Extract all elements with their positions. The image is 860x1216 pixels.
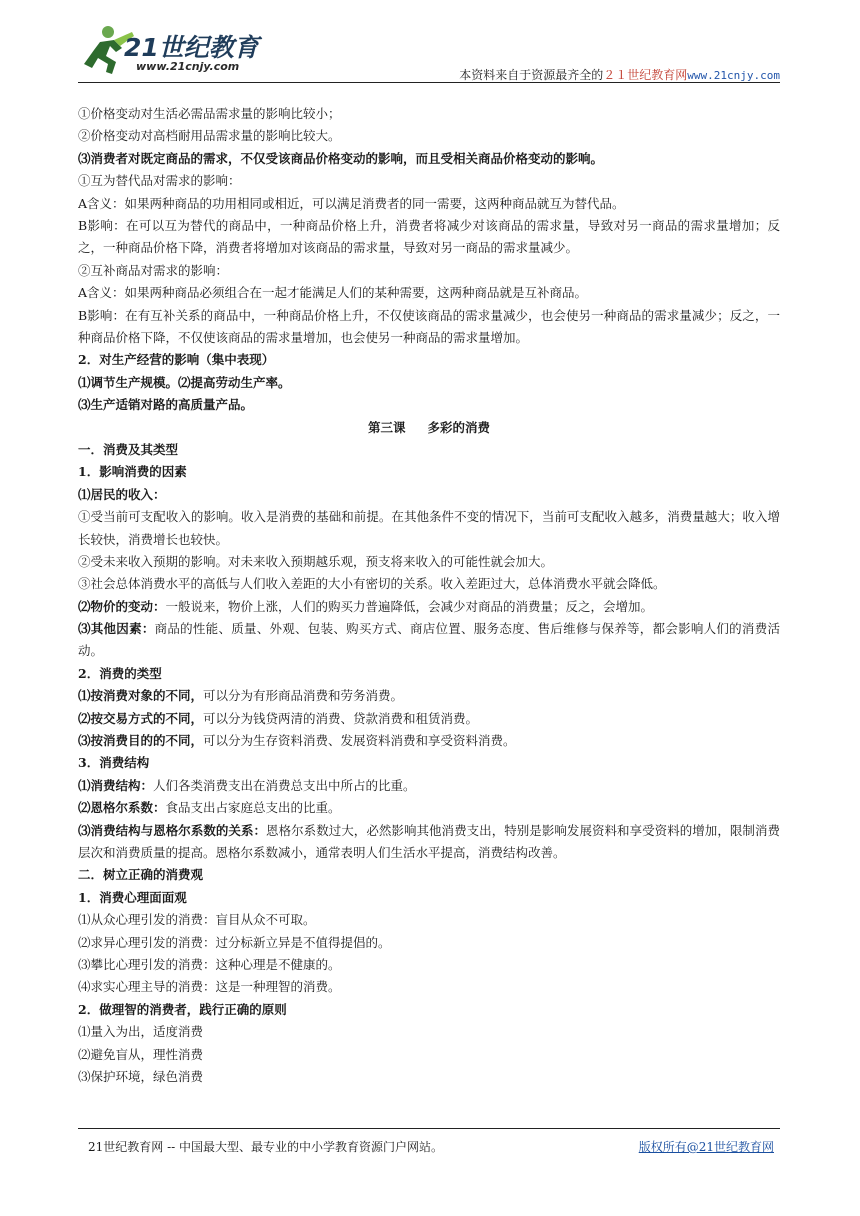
term-label: ⑵恩格尔系数：	[78, 800, 166, 816]
text-line: ⑴量入为出，适度消费	[78, 1024, 204, 1040]
term-text: 恩格尔系数过大，必然影响其他消费支出，特别是影响发展资料和享受资料的增加，限制消费层次和消费质量的提高。恩格尔系数减小，通常表明人们生活水平提高，消费结构改善。	[78, 822, 780, 861]
section-heading: 一．消费及其类型	[78, 441, 179, 457]
header-note-site: ２１世纪教育网	[603, 68, 688, 82]
term-text: 可以分为有形商品消费和劳务消费。	[203, 688, 404, 704]
section-heading: 1．影响消费的因素	[78, 464, 187, 480]
term-label: ⑴消费结构：	[78, 777, 154, 793]
text-line: ⑷求实心理主导的消费：这是一种理智的消费。	[78, 979, 341, 995]
header-note-url[interactable]: www.21cnjy.com	[687, 69, 780, 82]
text-line: A含义：如果两种商品必须组合在一起才能满足人们的某种需要，这两种商品就是互补商品。	[78, 285, 588, 301]
term-text: 可以分为钱贷两清的消费、贷款消费和租赁消费。	[203, 710, 479, 726]
bold-line: ⑶消费者对既定商品的需求，不仅受该商品价格变动的影响，而且受相关商品价格变动的影响。	[78, 150, 604, 166]
term-label: ⑶其他因素：	[78, 621, 155, 637]
text-line: ②价格变动对高档耐用品需求量的影响比较大。	[78, 128, 341, 144]
section-heading: 2．对生产经营的影响（集中表现）	[78, 352, 275, 368]
text-line: ①互为替代品对需求的影响：	[78, 173, 241, 189]
section-heading: 2．做理智的消费者，践行正确的原则	[78, 1001, 287, 1017]
logo-url: www.21cnjy.com	[136, 60, 240, 73]
lesson-number: 第三课	[367, 419, 406, 435]
page-header	[78, 22, 780, 84]
text-line: ①价格变动对生活必需品需求量的影响比较小；	[78, 106, 341, 121]
lesson-name: 多彩的消费	[427, 419, 491, 435]
text-line: ⑵避免盲从，理性消费	[78, 1046, 204, 1062]
document-body	[78, 103, 780, 1088]
footer-text: 21世纪教育网 -- 中国最大型、最专业的中小学教育资源门户网站。	[88, 1140, 444, 1154]
text-line	[78, 596, 780, 618]
bold-line: ⑴居民的收入：	[78, 486, 166, 502]
bold-line: ⑶生产适销对路的高质量产品。	[78, 397, 254, 413]
text-line: ②互补商品对需求的影响：	[78, 262, 229, 278]
text-paragraph	[78, 820, 780, 865]
term-text: 人们各类消费支出在消费总支出中所占的比重。	[153, 777, 416, 793]
section-heading: 二．树立正确的消费观	[78, 867, 204, 883]
text-line	[78, 775, 780, 797]
term-text: 可以分为生存资料消费、发展资料消费和享受资料消费。	[203, 733, 516, 749]
text-line: ⑶攀比心理引发的消费：这种心理是不健康的。	[78, 957, 341, 972]
text-line: ②受未来收入预期的影响。对未来收入预期越乐观，预支将来收入的可能性就会加大。	[78, 553, 554, 569]
page-footer	[78, 1128, 780, 1154]
text-line	[78, 797, 780, 819]
text-line: A含义：如果两种商品的功用相同或相近，可以满足消费者的同一需要，这两种商品就互为替代品。	[78, 195, 625, 211]
text-paragraph	[78, 618, 780, 663]
text-paragraph: B影响：在可以互为替代的商品中，一种商品价格上升，消费者将减少对该商品的需求量，导致对另一商品的需求量增加；反之，一种商品价格下降，消费者将增加对该商品的需求量，导致对另一商品的需求量减少。	[78, 217, 780, 256]
term-label: ⑶按消费目的的不同，	[78, 733, 204, 749]
term-text: 商品的性能、质量、外观、包装、购买方式、商店位置、服务态度、售后维修与保养等，都会影响人们的消费活动。	[78, 621, 780, 659]
header-note	[459, 66, 780, 83]
text-paragraph: B影响：在有互补关系的商品中，一种商品价格上升，不仅使该商品的需求量减少，也会使另一种商品的需求量减少；反之，一种商品价格下降，不仅使该商品的需求量增加，也会使另一种商品的需求量增加。	[78, 307, 780, 345]
text-line: ⑴从众心理引发的消费：盲目从众不可取。	[78, 912, 316, 928]
text-line: ⑵求异心理引发的消费：过分标新立异是不值得提倡的。	[78, 934, 391, 950]
site-logo[interactable]	[78, 22, 318, 80]
lesson-title	[78, 417, 780, 439]
header-divider	[78, 82, 780, 83]
copyright-link[interactable]: 版权所有@21世纪教育网	[638, 1140, 774, 1154]
term-label: ⑴按消费对象的不同，	[78, 688, 204, 704]
term-text: 一般说来，物价上涨，人们的购买力普遍降低，会减少对商品的消费量；反之，会增加。	[165, 598, 654, 614]
section-heading: 3．消费结构	[78, 755, 150, 771]
bold-line: ⑴调节生产规模。⑵提高劳动生产率。	[78, 374, 291, 390]
section-heading: 1．消费心理面面观	[78, 889, 187, 905]
section-heading: 2．消费的类型	[78, 665, 162, 681]
term-text: 食品支出占家庭总支出的比重。	[165, 800, 341, 816]
text-paragraph: ①受当前可支配收入的影响。收入是消费的基础和前提。在其他条件不变的情况下，当前可支配收入越多，消费量越大；收入增长较快，消费增长也较快。	[78, 509, 780, 547]
footer-divider	[78, 1128, 780, 1129]
header-note-prefix: 本资料来自于资源最齐全的	[459, 68, 604, 82]
text-line: ③社会总体消费水平的高低与人们收入差距的大小有密切的关系。收入差距过大，总体消费水平就会降低。	[78, 576, 666, 592]
term-label: ⑶消费结构与恩格尔系数的关系：	[78, 822, 267, 838]
term-label: ⑵按交易方式的不同，	[78, 710, 204, 726]
term-label: ⑵物价的变动：	[78, 598, 166, 614]
text-line	[78, 708, 780, 730]
text-line	[78, 685, 780, 707]
logo-title: 21世纪教育	[124, 33, 259, 62]
text-line: ⑶保护环境，绿色消费	[78, 1068, 204, 1084]
text-line	[78, 730, 780, 752]
